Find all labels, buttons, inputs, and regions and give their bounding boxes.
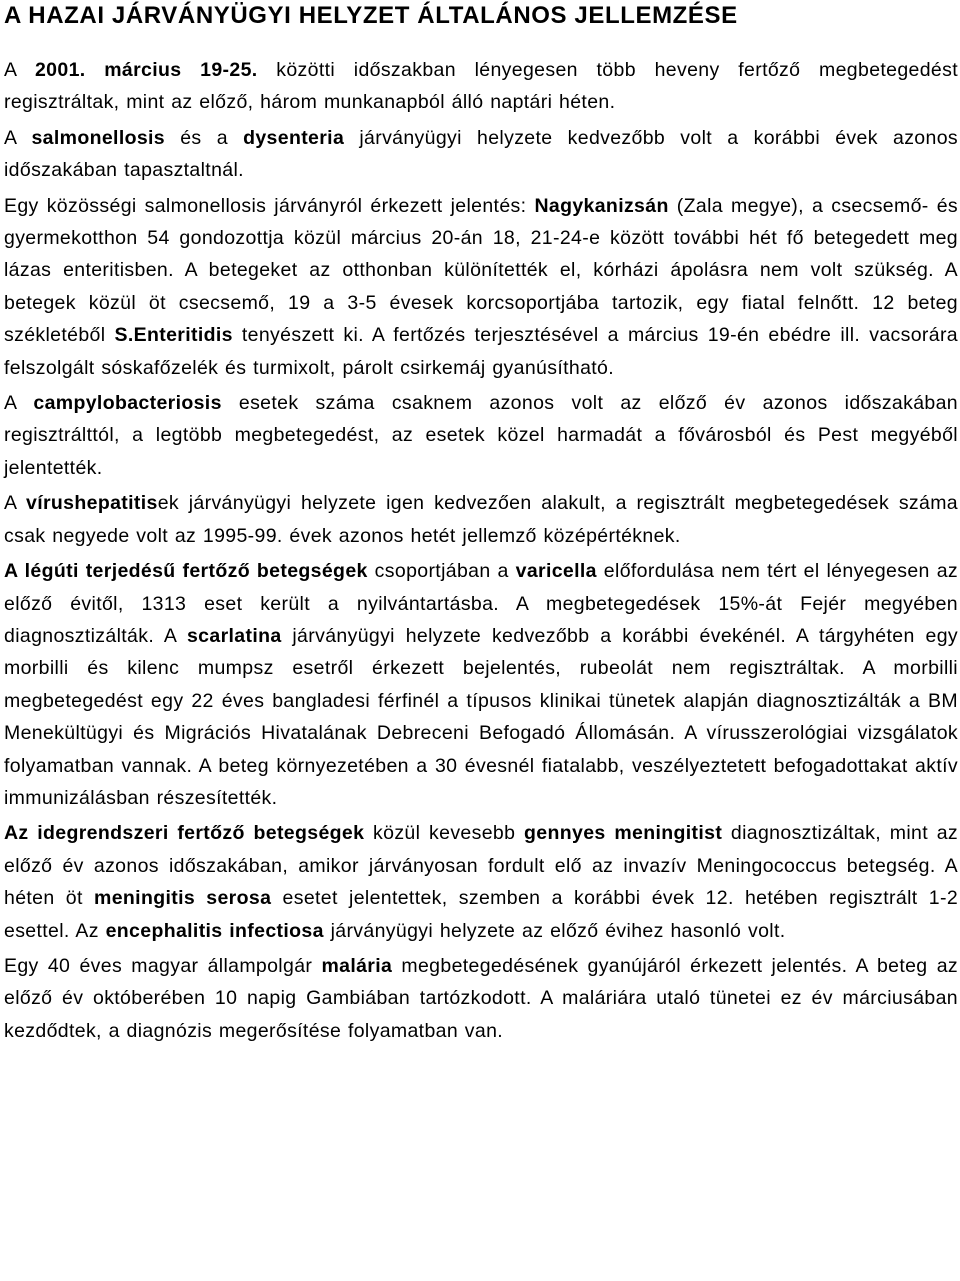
bold-text: A légúti terjedésű fertőző betegségek (4, 560, 368, 583)
bold-text: vírushepatitis (26, 492, 158, 515)
bold-text: gennyes meningitist (524, 822, 723, 845)
paragraph (4, 555, 958, 814)
text-run: járványügyi helyzete az előző évihez hasonló volt. (323, 919, 786, 942)
bold-text: Nagykanizsán (534, 194, 669, 217)
paragraph (4, 487, 958, 552)
text-run: járványügyi helyzete kedvezőbb volt a korábbi évek azonos időszakában tapasztaltnál. (4, 126, 958, 182)
paragraph (4, 190, 958, 384)
text-run: közül kevesebb (364, 822, 525, 845)
bold-text: scarlatina (186, 624, 282, 647)
text-run: A (4, 126, 32, 149)
paragraph (4, 122, 958, 187)
bold-text: Az idegrendszeri fertőző betegségek (4, 822, 365, 845)
text-run: ek járványügyi helyzete igen kedvezően alakult, a regisztrált megbetegedések száma csak negyede volt az 1995-99. évek azonos hetét jellemző középértéknek. (4, 492, 958, 547)
page-title: A HAZAI JÁRVÁNYÜGYI HELYZET ÁLTALÁNOS JELLEMZÉSE (4, 2, 738, 29)
text-run: A (4, 392, 34, 415)
text-run: Egy közösségi salmonellosis járványról érkezett jelentés: (4, 194, 535, 217)
bold-text: dysenteria (243, 126, 345, 149)
text-run: diagnosztizáltak, mint az előző év azonos időszakában, amikor járványosan fordult elő az invazív Meningococcus betegség. A héten öt (4, 822, 959, 910)
text-run: A (4, 492, 27, 515)
bold-text: varicella (515, 560, 597, 583)
bold-text: 2001. március 19-25. (34, 59, 258, 81)
text-run: (Zala megye), a csecsemő- és gyermekotthon 54 gondozottja közül március 20-án 18, 21-24-e között további hét fő betegedett meg lázas enteritisben. A betegeket az otthonban különítették el, kórházi ápolásra nem volt szükség. A betegek közül öt csecsemő, 19 a 3-5 évesek korcsoportjába tartozik, egy fiatal felnőtt. 12 beteg székletéből (4, 194, 958, 347)
bold-text: salmonellosis (31, 126, 166, 149)
text-run: tenyészett ki. A fertőzés terjesztésével a március 19-én ebédre ill. vacsorára felszolgált sóskafőzelék és turmixolt, párolt csirkemáj gyanúsítható. (4, 324, 958, 379)
bold-text: campylobacteriosis (33, 392, 222, 415)
text-run: közötti időszakban lényegesen több heveny fertőző megbetegedést regisztráltak, mint az előző, három munkanapból álló naptári héten. (4, 59, 958, 114)
text-run: esetek száma csaknem azonos volt az előző év azonos időszakában regisztrálttól, a legtöbb megbetegedést, az esetek közel harmadát a fővárosból és Pest megyéből jelentették. (4, 392, 958, 479)
bold-text: meningitis serosa (94, 887, 272, 910)
text-run: megbetegedésének gyanújáról érkezett jelentés. A beteg az előző év októberében 10 napig Gambiában tartózkodott. A maláriára utaló tünetei ez év márciusában kezdődtek, a diagnózis megerősítése folyamatban van. (4, 954, 958, 1042)
paragraph (4, 950, 958, 1047)
paragraph (4, 817, 958, 947)
document-body (4, 54, 958, 1050)
text-run: és a (165, 126, 244, 149)
text-run: Egy 40 éves magyar állampolgár (4, 954, 322, 977)
text-run: esetet jelentettek, szemben a korábbi évek 12. hetében regisztrált 1-2 esettel. Az (4, 887, 959, 942)
paragraph (4, 54, 958, 119)
text-run: A (4, 59, 35, 81)
bold-text: S.Enteritidis (114, 324, 233, 347)
text-run: járványügyi helyzete kedvezőbb a korábbi évekénél. A tárgyhéten egy morbilli és kilenc mumpsz esetről érkezett bejelentés, rubeolát nem regisztráltak. A morbilli megbetegedést egy 22 éves bangladesi férfinél a típusos klinikai tünetek alapján diagnosztizálták a BM Menekültügyi és Migrációs Hivatalának Debreceni Befogadó Állomásán. A vírusszerológiai vizsgálatok folyamatban vannak. A beteg környezetében a 30 évesnél fiatalabb, veszélyeztetett befogadottakat aktív immunizálásban részesítették. (4, 624, 958, 809)
bold-text: encephalitis infectiosa (105, 919, 324, 942)
paragraph (4, 387, 958, 484)
text-run: csoportjában a (367, 560, 516, 583)
bold-text: malária (321, 954, 393, 977)
text-run: előfordulása nem tért el lényegesen az előző évitől, 1313 eset került a nyilvántartásba. A megbetegedések 15%-át Fejér megyében diagnosztizálták. A (4, 560, 958, 647)
